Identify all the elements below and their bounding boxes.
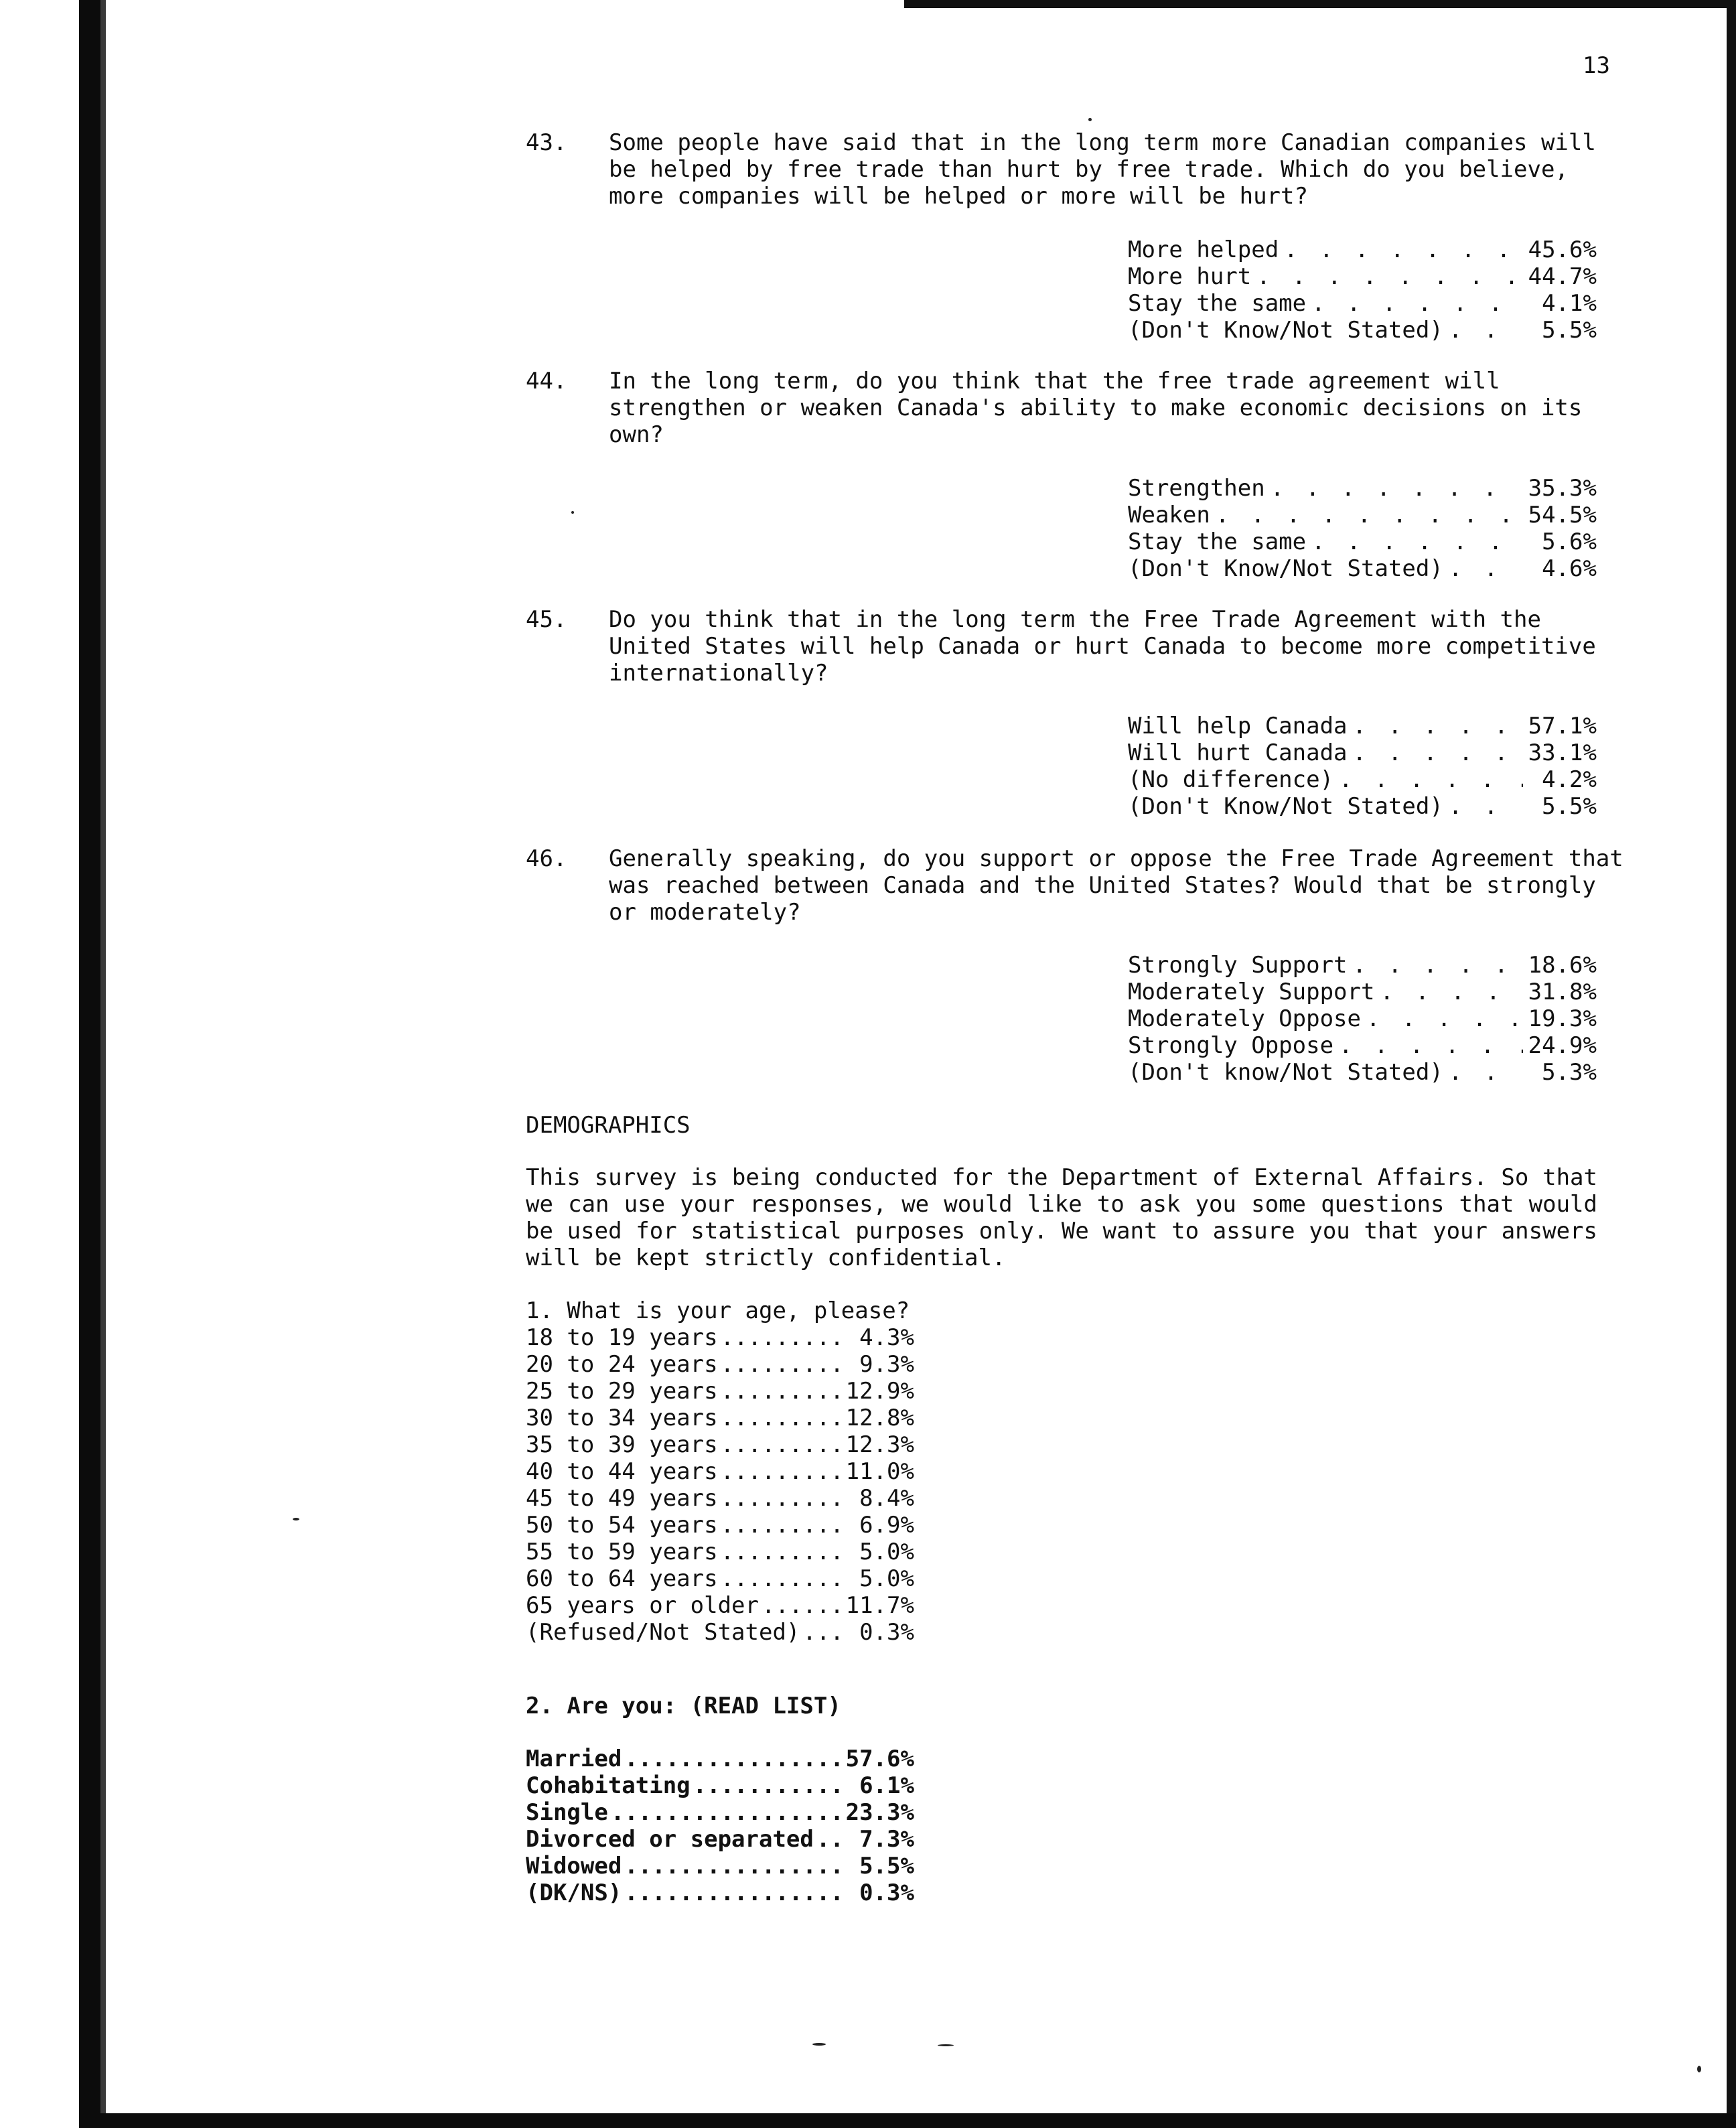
list-item [526,1431,914,1458]
response-row [1128,528,1597,555]
response-value: 5.5% [1542,793,1597,820]
item-label: 40 to 44 years [526,1458,718,1485]
question-number: 43. [526,129,567,156]
list-item [526,1405,914,1431]
response-label: (No difference) [1128,766,1334,793]
scan-left-edge [100,0,106,2128]
list-item [526,1799,914,1826]
age-question: 1. What is your age, please? [526,1297,910,1324]
scan-bottom-border [79,2113,1736,2128]
question-46 [526,845,1624,926]
scan-top-border [904,0,1736,8]
scan-speck [293,1518,299,1520]
response-value: 44.7% [1528,263,1597,290]
response-label: Strongly Oppose [1128,1032,1334,1059]
item-value: 12.3% [845,1431,914,1458]
list-item [526,1539,914,1565]
responses-45 [1128,713,1597,820]
response-label: More helped [1128,236,1279,263]
item-value: 11.7% [845,1592,914,1619]
response-label: Stay the same [1128,290,1307,317]
scan-speck [1697,2066,1701,2072]
response-value: 33.1% [1528,739,1597,766]
list-item [526,1879,914,1906]
leader-dots [691,1772,841,1799]
response-label: (Don't know/Not Stated) [1128,1059,1443,1086]
leader-dots [1443,555,1523,582]
response-row [1128,1005,1597,1032]
response-row [1128,739,1597,766]
leader-dots [622,1853,841,1879]
item-label: (DK/NS) [526,1879,622,1906]
response-row [1128,502,1597,528]
leader-dots [1279,236,1523,263]
response-row [1128,952,1597,979]
item-label: Widowed [526,1853,622,1879]
leader-dots [608,1799,841,1826]
response-row [1128,555,1597,582]
response-value: 4.6% [1542,555,1597,582]
response-value: 31.8% [1528,979,1597,1005]
item-label: 55 to 59 years [526,1539,718,1565]
item-value: 9.3% [859,1351,914,1378]
response-label: Will help Canada [1128,713,1348,739]
leader-dots [1361,1005,1523,1032]
list-item [526,1565,914,1592]
list-item [526,1772,914,1799]
response-value: 35.3% [1528,475,1597,502]
response-value: 24.9% [1528,1032,1597,1059]
response-label: More hurt [1128,263,1252,290]
question-text: Some people have said that in the long term more Canadian companies will be helped by free trade than hurt by free trade. Which do you believe, more companies will be helped or more will be hurt? [609,129,1596,210]
item-value: 57.6% [845,1746,914,1772]
item-value: 23.3% [845,1799,914,1826]
question-text: Generally speaking, do you support or oppose the Free Trade Agreement that was reached between Canada and the United States? Would that be strongly or moderately? [609,845,1623,926]
leader-dots [718,1405,841,1431]
response-label: (Don't Know/Not Stated) [1128,317,1443,344]
question-43 [526,129,1624,210]
response-row [1128,263,1597,290]
response-value: 45.6% [1528,236,1597,263]
response-row [1128,236,1597,263]
item-value: 4.3% [859,1324,914,1351]
leader-dots [1265,475,1523,502]
item-label: 20 to 24 years [526,1351,718,1378]
leader-dots [1348,713,1523,739]
response-row [1128,793,1597,820]
marital-rows [526,1746,914,1906]
scan-speck [571,511,574,514]
response-value: 5.6% [1542,528,1597,555]
marital-list [526,1693,914,1719]
leader-dots [718,1431,841,1458]
leader-dots [718,1539,841,1565]
item-label: (Refused/Not Stated) [526,1619,800,1646]
leader-dots [718,1351,841,1378]
list-item [526,1351,914,1378]
scan-speck [938,2044,954,2046]
list-item [526,1826,914,1853]
item-label: 35 to 39 years [526,1431,718,1458]
leader-dots [1348,739,1523,766]
response-label: (Don't Know/Not Stated) [1128,555,1443,582]
list-item [526,1592,914,1619]
item-label: Single [526,1799,608,1826]
leader-dots [718,1378,841,1405]
question-text: In the long term, do you think that the free trade agreement will strengthen or weaken Canada's ability to make economic decisions on its own? [609,368,1583,448]
item-value: 12.9% [845,1378,914,1405]
leader-dots [718,1565,841,1592]
leader-dots [1443,793,1523,820]
leader-dots [1333,1032,1523,1059]
response-row [1128,979,1597,1005]
item-value: 5.0% [859,1565,914,1592]
responses-44 [1128,475,1597,582]
question-text: Do you think that in the long term the Free Trade Agreement with the United States will help Canada or hurt Canada to become more competitive internationally? [609,606,1596,687]
list-item [526,1746,914,1772]
leader-dots [1443,317,1523,344]
leader-dots [1374,979,1523,1005]
response-value: 5.5% [1542,317,1597,344]
leader-dots [718,1324,841,1351]
item-label: 25 to 29 years [526,1378,718,1405]
response-row [1128,1059,1597,1086]
item-value: 11.0% [845,1458,914,1485]
marital-question: 2. Are you: (READ LIST) [526,1693,841,1719]
question-45 [526,606,1624,687]
response-label: Will hurt Canada [1128,739,1348,766]
leader-dots [718,1458,841,1485]
leader-dots [718,1512,841,1539]
page-number: 13 [1583,52,1610,79]
item-label: Cohabitating [526,1772,691,1799]
leader-dots [1443,1059,1523,1086]
scan-speck [1088,118,1092,121]
question-number: 46. [526,845,567,872]
response-value: 19.3% [1528,1005,1597,1032]
response-label: Strengthen [1128,475,1265,502]
responses-43 [1128,236,1597,344]
response-value: 4.1% [1542,290,1597,317]
item-label: 50 to 54 years [526,1512,718,1539]
leader-dots [814,1826,841,1853]
response-row [1128,317,1597,344]
leader-dots [1306,528,1523,555]
list-item [526,1324,914,1351]
item-label: 18 to 19 years [526,1324,718,1351]
question-number: 44. [526,368,567,395]
item-label: 60 to 64 years [526,1565,718,1592]
item-value: 8.4% [859,1485,914,1512]
leader-dots [622,1879,841,1906]
leader-dots [718,1485,841,1512]
response-value: 54.5% [1528,502,1597,528]
response-label: Moderately Oppose [1128,1005,1361,1032]
item-label: Married [526,1746,622,1772]
response-value: 57.1% [1528,713,1597,739]
list-item [526,1853,914,1879]
item-value: 0.3% [859,1879,914,1906]
item-label: 30 to 34 years [526,1405,718,1431]
leader-dots [1333,766,1523,793]
item-label: 45 to 49 years [526,1485,718,1512]
item-value: 5.5% [859,1853,914,1879]
age-list [526,1297,914,1646]
list-item [526,1485,914,1512]
leader-dots [1348,952,1523,979]
item-value: 7.3% [859,1826,914,1853]
response-row [1128,1032,1597,1059]
response-value: 5.3% [1542,1059,1597,1086]
response-label: Weaken [1128,502,1210,528]
leader-dots [1210,502,1523,528]
leader-dots [622,1746,841,1772]
list-item [526,1619,914,1646]
item-label: 65 years or older [526,1592,759,1619]
response-label: (Don't Know/Not Stated) [1128,793,1443,820]
leader-dots [759,1592,841,1619]
response-value: 4.2% [1542,766,1597,793]
response-row [1128,713,1597,739]
item-value: 6.1% [859,1772,914,1799]
question-number: 45. [526,606,567,633]
response-row [1128,475,1597,502]
scan-speck [812,2043,826,2046]
response-row [1128,290,1597,317]
item-value: 6.9% [859,1512,914,1539]
responses-46 [1128,952,1597,1086]
section-title: DEMOGRAPHICS [526,1112,691,1139]
list-item [526,1512,914,1539]
response-label: Stay the same [1128,528,1307,555]
section-intro: This survey is being conducted for the Department of External Affairs. So that we can use your responses, we would like to ask you some questions that would be used for statistical purposes only. We want to assure you that your answers will be kept strictly confidential. [526,1164,1597,1271]
item-label: Divorced or separated [526,1826,814,1853]
list-item [526,1458,914,1485]
response-value: 18.6% [1528,952,1597,979]
response-row [1128,766,1597,793]
leader-dots [800,1619,841,1646]
response-label: Moderately Support [1128,979,1375,1005]
item-value: 0.3% [859,1619,914,1646]
question-44 [526,368,1624,448]
item-value: 5.0% [859,1539,914,1565]
scan-right-border [1727,0,1736,2128]
response-label: Strongly Support [1128,952,1348,979]
item-value: 12.8% [845,1405,914,1431]
leader-dots [1251,263,1523,290]
leader-dots [1306,290,1523,317]
list-item [526,1378,914,1405]
